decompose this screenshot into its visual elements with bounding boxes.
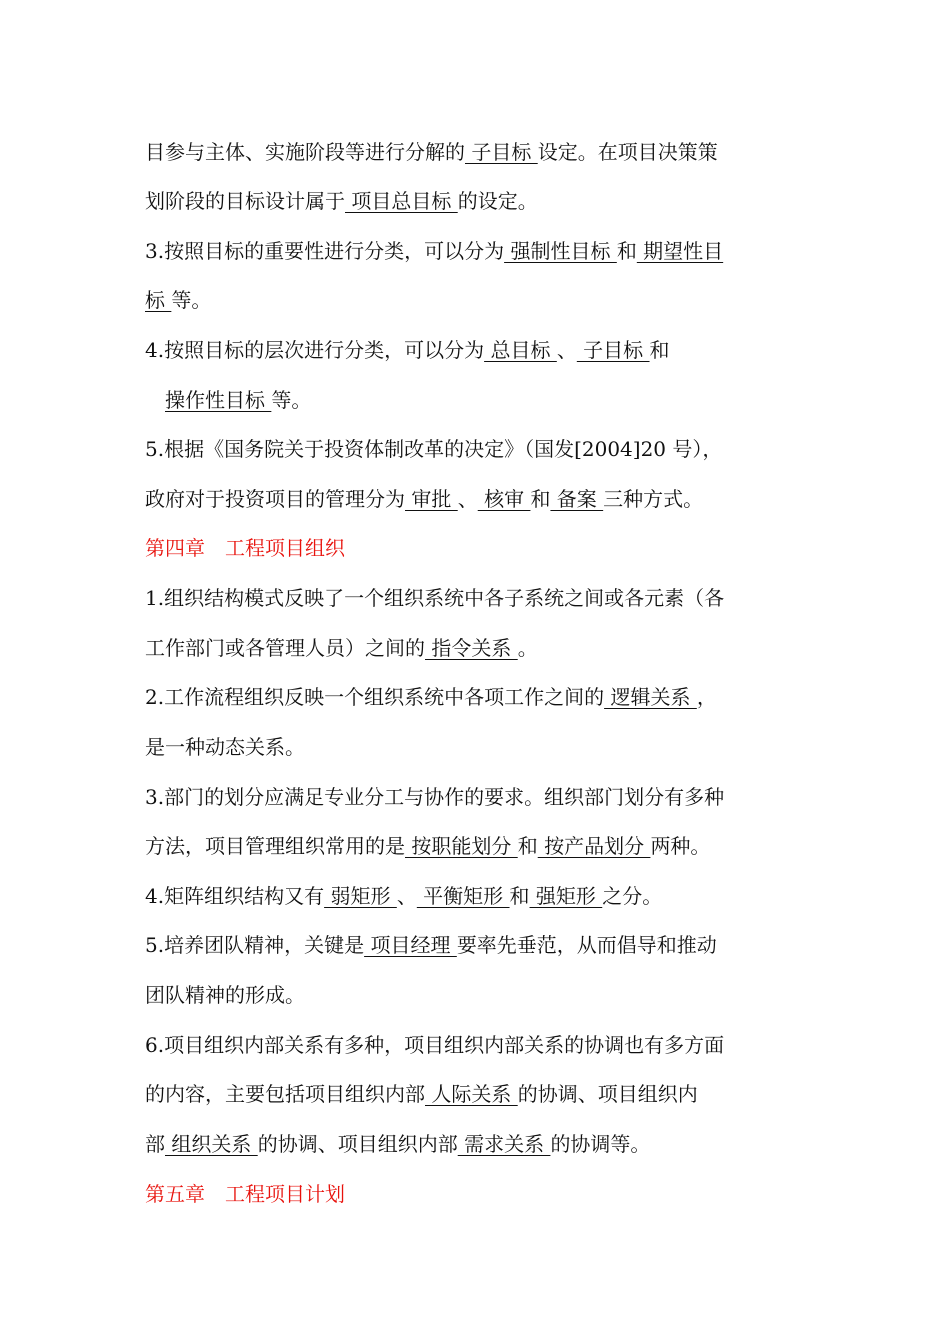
- text-segment: 两种。: [650, 834, 711, 858]
- text-segment: 、: [457, 487, 478, 511]
- text-segment: 政府对于投资项目的管理分为: [145, 487, 405, 511]
- text-segment: 等。: [271, 388, 312, 412]
- text-segment: 4.矩阵组织结构又有: [145, 884, 325, 908]
- answer-blank: 子目标: [465, 140, 538, 164]
- text-segment: ，: [696, 685, 717, 709]
- answer-blank: 期望性目: [636, 239, 724, 263]
- text-line: [145, 137, 718, 167]
- text-segment: 工作部门或各管理人员）之间的: [145, 636, 425, 660]
- text-line: [145, 633, 538, 663]
- text-line: [145, 484, 703, 514]
- text-segment: 三种方式。: [603, 487, 704, 511]
- text-segment: 1.组织结构模式反映了一个组织系统中各子系统之间或各元素（各: [145, 586, 725, 610]
- text-line: [165, 385, 311, 415]
- text-segment: 之分。: [602, 884, 663, 908]
- chapter-heading: [145, 533, 345, 563]
- answer-blank: 项目总目标: [345, 189, 458, 213]
- text-line: [145, 236, 723, 266]
- answer-blank: 操作性目标: [165, 388, 272, 412]
- text-line: [145, 186, 538, 216]
- answer-blank: 逻辑关系: [604, 685, 697, 709]
- answer-blank: 项目经理: [364, 933, 457, 957]
- text-segment: 的协调、项目组织内: [517, 1082, 698, 1106]
- text-line: [145, 682, 717, 712]
- text-line: [145, 434, 722, 464]
- text-line: [145, 335, 670, 365]
- text-segment: 目参与主体、实施阶段等进行分解的: [145, 140, 465, 164]
- text-line: [145, 881, 662, 911]
- answer-blank: 子目标: [576, 338, 650, 362]
- answer-blank: 审批: [405, 487, 458, 511]
- text-segment: 5.根据《国务院关于投资体制改革的决定》（国发[2004]20 号），: [145, 437, 723, 461]
- answer-blank: 组织关系: [165, 1132, 258, 1156]
- answer-blank: 指令关系: [425, 636, 518, 660]
- text-line: [145, 930, 717, 960]
- text-segment: 、: [396, 884, 417, 908]
- answer-blank: 核审: [477, 487, 531, 511]
- answer-blank: 按职能划分: [405, 834, 518, 858]
- answer-blank: 平衡矩形: [416, 884, 510, 908]
- answer-blank: 按产品划分: [537, 834, 651, 858]
- text-segment: 是一种动态关系。: [145, 735, 305, 759]
- answer-blank: 标: [145, 288, 172, 312]
- answer-blank: 人际关系: [425, 1082, 518, 1106]
- text-segment: 和: [509, 884, 530, 908]
- text-segment: 的内容，主要包括项目组织内部: [145, 1082, 425, 1106]
- answer-blank: 总目标: [484, 338, 557, 362]
- text-segment: 5.培养团队精神，关键是: [145, 933, 365, 957]
- text-line: [145, 980, 305, 1010]
- text-segment: 等。: [171, 288, 212, 312]
- text-line: [145, 1079, 698, 1109]
- text-segment: 的协调等。: [550, 1132, 651, 1156]
- text-segment: 第五章 工程项目计划: [145, 1182, 345, 1206]
- answer-blank: 强矩形: [529, 884, 603, 908]
- text-line: [145, 1030, 724, 1060]
- answer-blank: 需求关系: [457, 1132, 551, 1156]
- chapter-heading: [145, 1179, 345, 1209]
- text-segment: 设定。在项目决策策: [537, 140, 718, 164]
- text-line: [145, 583, 724, 613]
- answer-blank: 强制性目标: [504, 239, 617, 263]
- text-segment: 6.项目组织内部关系有多种，项目组织内部关系的协调也有多方面: [145, 1033, 725, 1057]
- answer-blank: 备案: [550, 487, 604, 511]
- text-segment: 部: [145, 1132, 165, 1156]
- text-segment: 3.部门的划分应满足专业分工与协作的要求。组织部门划分有多种: [145, 785, 725, 809]
- text-segment: 4.按照目标的层次进行分类，可以分为: [145, 338, 485, 362]
- text-segment: 和: [530, 487, 551, 511]
- text-line: [145, 782, 724, 812]
- text-segment: 第四章 工程项目组织: [145, 536, 345, 560]
- text-segment: 团队精神的形成。: [145, 983, 305, 1007]
- text-line: [145, 831, 710, 861]
- text-segment: 、: [556, 338, 577, 362]
- text-segment: 要率先垂范，从而倡导和推动: [456, 933, 717, 957]
- text-segment: 3.按照目标的重要性进行分类，可以分为: [145, 239, 505, 263]
- text-segment: 2.工作流程组织反映一个组织系统中各项工作之间的: [145, 685, 605, 709]
- text-segment: 的设定。: [457, 189, 538, 213]
- text-segment: 和: [517, 834, 538, 858]
- answer-blank: 弱矩形: [324, 884, 397, 908]
- text-segment: 。: [517, 636, 538, 660]
- text-segment: 和: [616, 239, 637, 263]
- text-segment: 方法，项目管理组织常用的是: [145, 834, 405, 858]
- text-line: [145, 732, 305, 762]
- text-segment: 划阶段的目标设计属于: [145, 189, 345, 213]
- text-line: [145, 1129, 650, 1159]
- text-segment: 的协调、项目组织内部: [257, 1132, 458, 1156]
- text-segment: 和: [649, 338, 670, 362]
- text-line: [145, 285, 211, 315]
